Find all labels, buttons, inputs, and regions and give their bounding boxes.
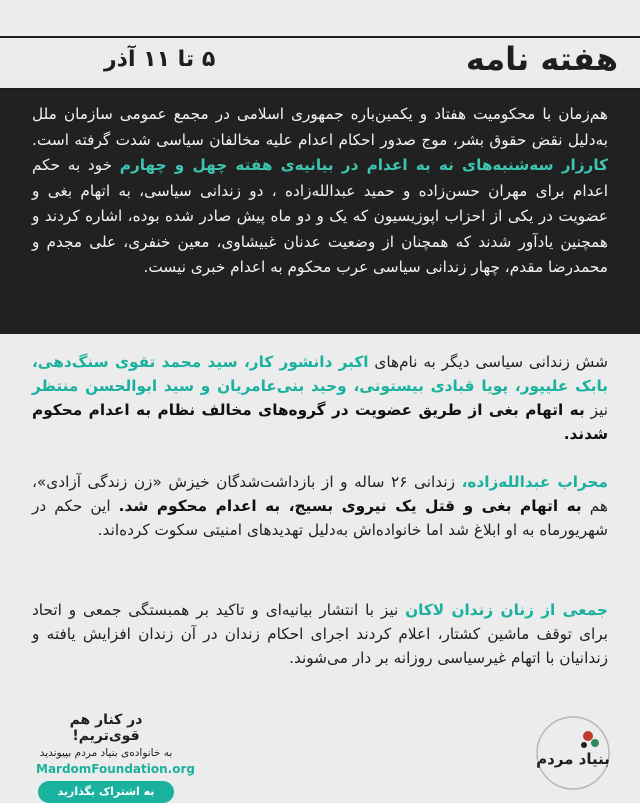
logo-text: بنیاد مردم (536, 750, 610, 768)
paragraph-mehrab: محراب عبدالله‌زاده، زندانی ۲۶ ساله و از بازداشت‌شدگان خیزش «زن زندگی آزادی»، هم به اتهام بغی و قتل یک نیروی بسیج، به اعدام محکوم شد. این حکم در شهریورماه به او ابلاغ شد اما خانواده‌اش به‌دلیل تهدیدهای امنیتی سکوت کرده‌اند. (32, 473, 609, 539)
cta-subtitle: به خانواده‌ی بنیاد مردم بپیوندید (39, 747, 173, 759)
paragraph-lakan-women: جمعی از زنان زندان لاکان نیز با انتشار بیانیه‌ای و تاکید بر همبستگی جمعی و اتحاد برای توقف ماشین کشتار، اعلام کردند اجرای احکام زندان در آن زندان افزایش یافته و زندانیان با اتهام غیرسیاسی روزانه بر دار می‌شوند. (32, 601, 608, 667)
charge-text: به اتهام بغی و قتل یک نیروی بسیج، به اعدام محکوم شد. (118, 497, 582, 515)
share-button[interactable]: به اشتراک بگذارید (38, 781, 174, 803)
campaign-highlight: کارزار سه‌شنبه‌های نه به اعدام در بیانیه‌ی هفته چهل و چهارم (119, 156, 608, 174)
logo-icon (532, 712, 614, 794)
prisoner-name: محراب عبدالله‌زاده، (461, 473, 609, 491)
cta-title: در کنار هم قوی‌تریم! (69, 712, 143, 744)
intro-paragraph: هم‌زمان با محکومیت هفتاد و یکمین‌باره جمهوری اسلامی در مجمع عمومی سازمان ملل به‌دلیل نقض حقوق بشر، موج صدور احکام اعدام علیه مخالفان سیاسی شدت گرفته است. کارزار سه‌شنبه‌های نه به اعدام در بیانیه‌ی هفته چهل و چهارم خود به حکم اعدام برای مهران حسن‌زاده و حمید عبدالله‌زاده ، دو زندانی سیاسی، به اتهام بغی و عضویت در یکی از احزاب اپوزیسیون که یک و دو ماه پیش صادر شده بوده، اشاره کردند و همچنین یادآور شدند که همچنان از وضعیت عدنان غبیشاوی، معین خنفری، علی مجدم و محمدرضا مقدم، چهار زندانی سیاسی عرب محکوم به اعدام خبری نیست. (32, 105, 608, 276)
paragraph-six-prisoners: شش زندانی سیاسی دیگر به نام‌های اکبر دانشور کار، سید محمد تقوی سنگ‌دهی، بابک علیپور، پویا قبادی بیستونی، وحید بنی‌عامریان و سید ابوالحسن منتظر نیز به اتهام بغی از طریق عضویت در گروه‌های مخالف نظام به اعدام محکوم شدند. (32, 353, 608, 443)
page-header (0, 36, 640, 88)
page-title: هفته نامه (465, 40, 618, 78)
group-name: جمعی از زنان زندان لاکان (405, 601, 608, 619)
mardom-foundation-logo (532, 712, 614, 794)
footer-cta (36, 712, 195, 803)
date-range: ۵ تا ۱۱ آذر (104, 47, 216, 72)
intro-panel (0, 90, 640, 334)
website-link[interactable]: MardomFoundation.org (36, 762, 195, 776)
charge-text: به اتهام بغی از طریق عضویت در گروه‌های مخالف نظام به اعدام محکوم شدند. (32, 401, 608, 443)
prisoner-names: اکبر دانشور کار، سید محمد تقوی سنگ‌دهی، بابک علیپور، پویا قبادی بیستونی، وحید بنی‌عامریان و سید ابوالحسن منتظر (32, 353, 608, 395)
